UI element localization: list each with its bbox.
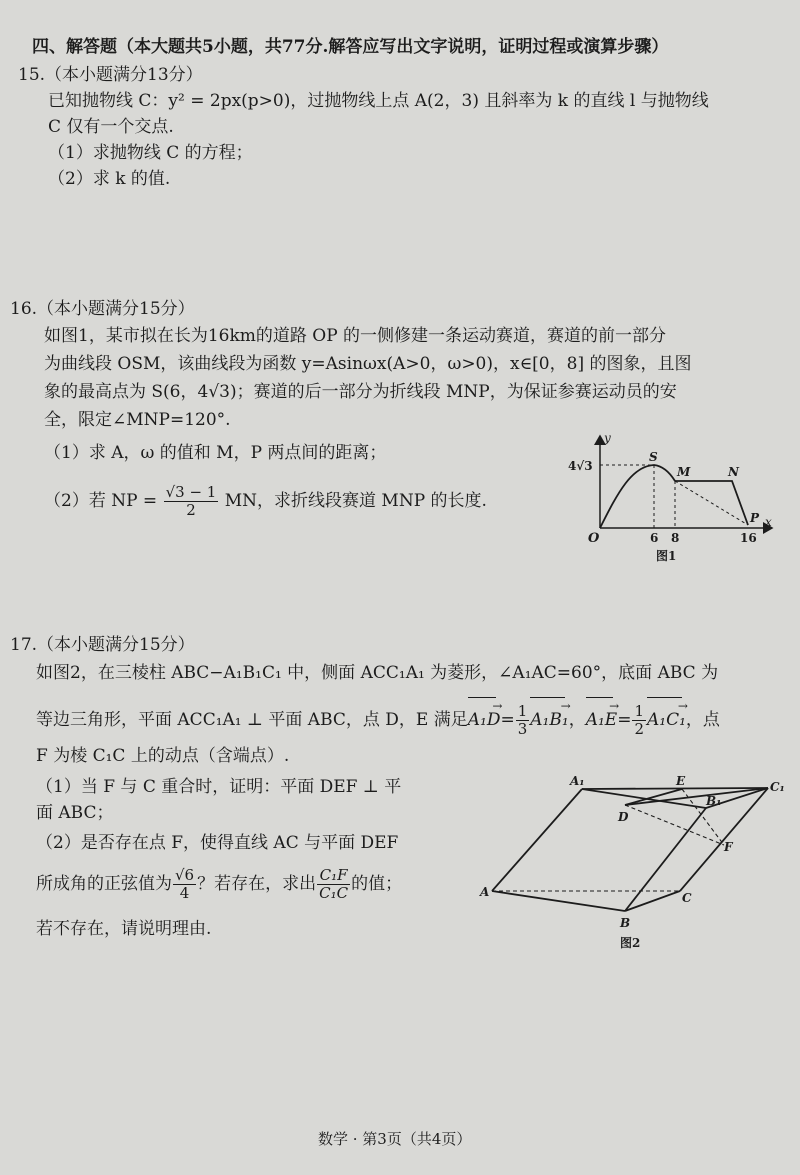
fig1-y-tick: 4√3 — [568, 459, 593, 473]
q16-fraction-num: √3 − 1 — [165, 483, 217, 501]
q15-part1: （1）求抛物线 C 的方程； — [48, 143, 253, 163]
q17-line2-text: 等边三角形，平面 ACC₁A₁ ⊥ 平面 ABC，点 D，E 满足 — [36, 710, 468, 730]
fig2-label-e: E — [676, 774, 686, 788]
fig2-label-c: C — [682, 891, 692, 905]
fig1-guide-mp — [675, 481, 748, 525]
q16-line2: 为曲线段 OSM，该曲线段为函数 y=Asinωx(A>0，ω>0)，x∈[0，8] 的图象，且图 — [44, 354, 692, 374]
fig2-label-b1: B₁ — [706, 794, 722, 808]
q16-fraction-den: 2 — [186, 501, 196, 519]
q17-part2-b1: 所成角的正弦值为 — [36, 874, 172, 894]
q17-part2-a: （2）是否存在点 F，使得直线 AC 与平面 DEF — [36, 833, 399, 853]
q17-part2-b3: 的值； — [351, 874, 403, 894]
q16-fraction — [164, 484, 219, 519]
q17-frac-1-2: $\frac{1}{2}$ — [634, 702, 644, 738]
fig1-origin: O — [588, 531, 600, 546]
q17-sin-frac: $\frac{√6}{4}$ — [175, 866, 195, 902]
fig2-label-c1: C₁ — [770, 780, 785, 794]
fig1-curve-osm — [600, 465, 675, 528]
q16-part2 — [44, 483, 487, 519]
q17-line2 — [36, 700, 720, 738]
q16-line4: 全，限定∠MNP=120°. — [44, 410, 231, 430]
fig1-point-s: S — [649, 450, 658, 464]
q17-comma: ， — [568, 710, 586, 730]
q17-eq-1: = — [500, 710, 515, 730]
q15-part2: （2）求 k 的值. — [48, 169, 171, 189]
q17-line2-end: ，点 — [685, 710, 720, 730]
q16-part2-suffix: MN，求折线段赛道 MNP 的长度. — [224, 491, 487, 511]
q17-part2-b2: ？若存在，求出 — [197, 874, 317, 894]
figure-2 — [470, 765, 790, 960]
q17-line3: F 为棱 C₁C 上的动点（含端点）. — [36, 746, 290, 766]
fig1-caption: 图1 — [656, 549, 677, 563]
fig2-label-a: A — [480, 885, 490, 899]
q17-ratio-frac: $\frac{\text{C₁F}}{\text{C₁C}}$ — [319, 866, 349, 902]
fig2-dashed-lines — [492, 789, 724, 891]
fig2-label-d: D — [618, 810, 629, 824]
q15-line1: 已知抛物线 C：y² = 2px(p>0)，过抛物线上点 A(2，3) 且斜率为 k 的直线 l 与抛物线 — [48, 91, 709, 111]
q16-part1: （1）求 A，ω 的值和 M，P 两点间的距离； — [44, 443, 387, 463]
vec-a1b1: → A₁B₁ — [530, 700, 568, 738]
fig2-caption: 图2 — [620, 936, 641, 950]
q17-header: 17.（本小题满分15分） — [10, 635, 195, 655]
q17-eq-2: = — [617, 710, 632, 730]
vec-a1e: → A₁E — [586, 700, 618, 738]
fig1-x-tick-8: 8 — [671, 531, 680, 545]
q16-line3: 象的最高点为 S(6，4√3)；赛道的后一部分为折线段 MNP，为保证参赛运动员的安 — [44, 382, 677, 402]
q17-frac-1-3: $\frac{1}{3}$ — [517, 702, 528, 738]
vec-a1d: → A₁D — [468, 700, 501, 738]
fig1-point-n: N — [728, 465, 739, 479]
fig2-label-a1: A₁ — [570, 774, 585, 788]
fig2-label-b: B — [620, 916, 631, 930]
fig1-y-label: y — [604, 431, 611, 445]
q17-part2-c: 若不存在，请说明理由. — [36, 919, 212, 939]
q15-line2: C 仅有一个交点. — [48, 117, 174, 137]
fig2-label-f: F — [724, 840, 733, 854]
q15-header: 15.（本小题满分13分） — [18, 65, 203, 85]
q17-part2-b — [36, 866, 402, 902]
fig1-x-label: x — [765, 515, 772, 529]
section-title: 四、解答题（本大题共5小题，共77分.解答应写出文字说明，证明过程或演算步骤） — [32, 37, 669, 57]
q16-part2-prefix: （2）若 NP = — [44, 491, 158, 511]
q17-line1: 如图2，在三棱柱 ABC−A₁B₁C₁ 中，侧面 ACC₁A₁ 为菱形，∠A₁AC=60°，底面 ABC 为 — [36, 663, 719, 683]
figure-1 — [560, 430, 780, 565]
vec-a1c1: → A₁C₁ — [647, 700, 686, 738]
fig1-point-p: P — [750, 511, 760, 525]
fig1-point-m: M — [677, 465, 691, 479]
q16-header: 16.（本小题满分15分） — [10, 299, 195, 319]
fig1-x-tick-16: 16 — [740, 531, 757, 545]
q17-part1-b: 面 ABC； — [36, 803, 114, 823]
fig1-x-tick-6: 6 — [650, 531, 659, 545]
q16-line1: 如图1，某市拟在长为16km的道路 OP 的一侧修建一条运动赛道，赛道的前一部分 — [44, 326, 667, 346]
q17-part1-a: （1）当 F 与 C 重合时，证明：平面 DEF ⊥ 平 — [36, 777, 402, 797]
page-footer: 数学 · 第3页（共4页） — [318, 1130, 472, 1148]
